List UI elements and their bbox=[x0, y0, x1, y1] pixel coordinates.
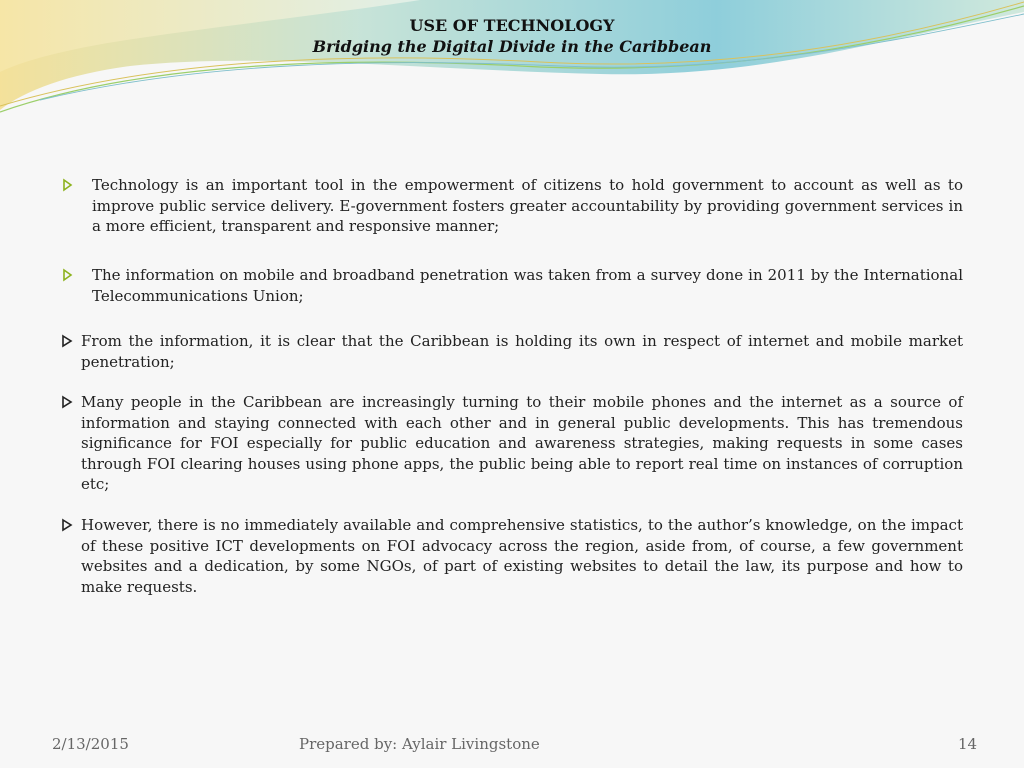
bullet-text: The information on mobile and broadband penetration was taken from a survey done in 2011 by the International Telecommunications Union; bbox=[92, 266, 963, 305]
slide-title-block bbox=[0, 16, 1024, 58]
footer-date: 2/13/2015 bbox=[52, 735, 129, 753]
slide-title: USE OF TECHNOLOGY bbox=[409, 16, 615, 35]
arrowhead-filled-icon bbox=[60, 331, 74, 351]
footer-page-number: 14 bbox=[958, 735, 978, 753]
bullet-text: However, there is no immediately available and comprehensive statistics, to the author’s knowledge, on the impact of these positive ICT developments on FOI advocacy across the region, aside from, of course, a few government websites and a dedication, by some NGOs, of part of existing websites to detail the law, its purpose and how to make requests. bbox=[81, 516, 963, 596]
arrowhead-filled-icon bbox=[60, 515, 74, 535]
bullet-item bbox=[60, 175, 963, 237]
bullet-item bbox=[60, 515, 963, 597]
bullet-item bbox=[60, 392, 963, 495]
arrowhead-filled-icon bbox=[60, 392, 74, 412]
bullet-item bbox=[60, 331, 963, 372]
arrowhead-outline-icon bbox=[60, 265, 74, 285]
arrowhead-outline-icon bbox=[60, 175, 74, 195]
bullet-text: Many people in the Caribbean are increasingly turning to their mobile phones and the internet as a source of information and staying connected with each other and in general public developments. This has tremendous significance for FOI especially for public education and awareness strategies, making requests in some cases through FOI clearing houses using phone apps, the public being able to report real time on instances of corruption etc; bbox=[81, 393, 963, 493]
bullet-item bbox=[60, 265, 963, 306]
bullet-text: From the information, it is clear that the Caribbean is holding its own in respect of internet and mobile market penetration; bbox=[81, 332, 963, 371]
footer-author: Prepared by: Aylair Livingstone bbox=[299, 735, 540, 753]
slide-subtitle: Bridging the Digital Divide in the Caribbean bbox=[312, 37, 712, 56]
bullet-text: Technology is an important tool in the empowerment of citizens to hold government to account as well as to improve public service delivery. E-government fosters greater accountability by providing government services in a more efficient, transparent and responsive manner; bbox=[92, 176, 963, 235]
